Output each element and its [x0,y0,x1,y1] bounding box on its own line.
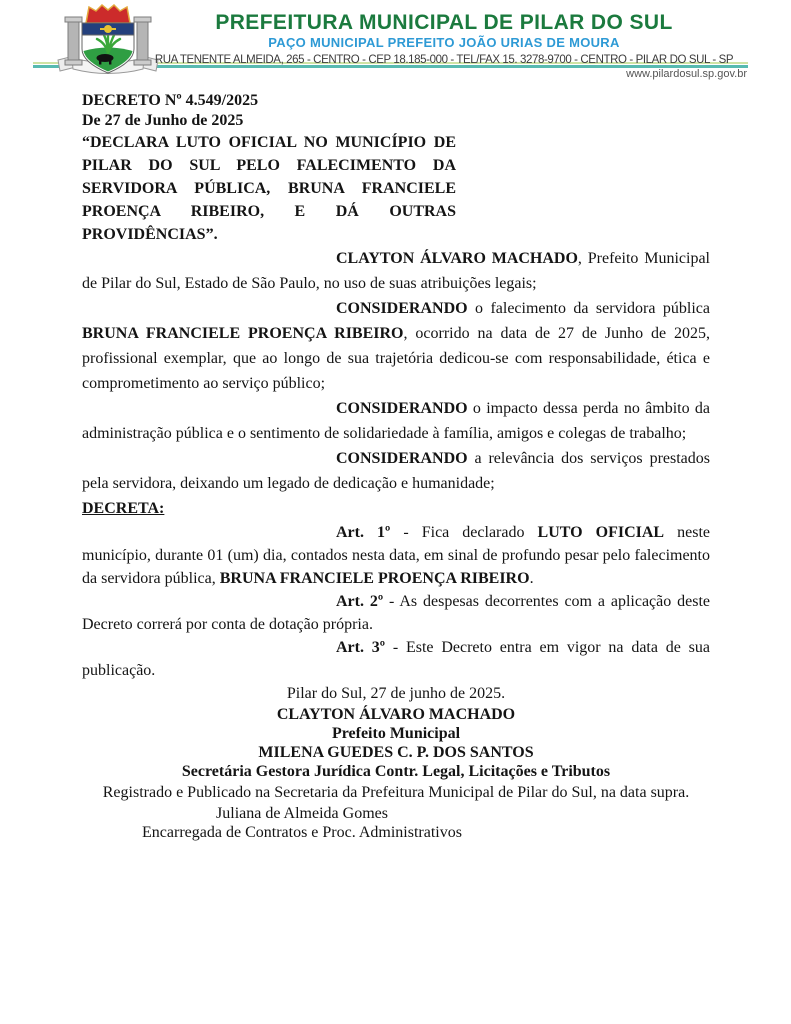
signature-mayor [82,705,710,743]
signature-mayor-role: Prefeito Municipal [331,725,461,742]
letterhead-text [140,11,748,66]
article-2: Art. 2º - As despesas decorrentes com a aplicação deste Decreto correrá por conta de dotação própria. [82,593,710,633]
decreta-label: DECRETA: [82,500,165,517]
article-1: Art. 1º - Fica declarado LUTO OFICIAL neste município, durante 01 (um) dia, contados nesta data, em sinal de profundo pesar pelo falecimento da servidora pública, BRUNA FRANCIELE PROENÇA RIBEIRO. [82,524,711,587]
signature-clerk-name: Juliana de Almeida Gomes [216,805,388,822]
signature-clerk-role: Encarregada de Contratos e Proc. Administrativos [142,824,462,841]
address-line: RUA TENENTE ALMEIDA, 265 - CENTRO - CEP 18.185-000 - TEL/FAX 15. 3278-9700 - CENTRO - PILAR DO SUL - SP [154,54,734,66]
registration-line: Registrado e Publicado na Secretaria da Prefeitura Municipal de Pilar do Sul, na data supra. [102,784,690,801]
signature-secretary [82,743,710,781]
letterhead [0,0,791,84]
municipality-title: PREFEITURA MUNICIPAL DE PILAR DO SUL [215,11,673,34]
signature-secretary-name: MILENA GUEDES C. P. DOS SANTOS [258,744,534,761]
considerando-paragraph-1: CONSIDERANDO o falecimento da servidora pública BRUNA FRANCIELE PROENÇA RIBEIRO, ocorrido na data de 27 de Junho de 2025, profissional exemplar, que ao longo de sua trajetória dedicou-se com responsabilidade, ética e comprometimento ao serviço público; [82,300,710,392]
considerando-paragraph-3: CONSIDERANDO a relevância dos serviços prestados pela servidora, deixando um legado de dedicação e humanidade; [82,450,710,492]
place-date-line: Pilar do Sul, 27 de junho de 2025. [286,685,506,702]
decree-summary: “DECLARA LUTO OFICIAL NO MUNICÍPIO DE PILAR DO SUL PELO FALECIMENTO DA SERVIDORA PÚBLICA, BRUNA FRANCIELE PROENÇA RIBEIRO, E DÁ OUTRAS PROVIDÊNCIAS”. [82,134,456,243]
considerando-paragraph-2: CONSIDERANDO o impacto dessa perda no âmbito da administração pública e o sentimento de solidariedade à família, amigos e colegas de trabalho; [82,400,710,442]
decree-date-line: De 27 de Junho de 2025 [82,112,244,129]
signature-secretary-role: Secretária Gestora Jurídica Contr. Legal, Licitações e Tributos [181,763,611,780]
decree-number-line: DECRETO Nº 4.549/2025 [82,92,259,109]
signature-clerk [82,804,522,842]
signature-mayor-name: CLAYTON ÁLVARO MACHADO [276,706,516,723]
preamble-paragraph: CLAYTON ÁLVARO MACHADO, Prefeito Municipal de Pilar do Sul, Estado de São Paulo, no uso de suas atribuições legais; [82,250,710,292]
municipal-palace-subtitle: PAÇO MUNICIPAL PREFEITO JOÃO URIAS DE MOURA [268,35,620,50]
article-3: Art. 3º - Este Decreto entra em vigor na data de sua publicação. [82,639,711,679]
decree-body [0,84,791,842]
website-url: www.pilardosul.sp.gov.br [626,68,747,80]
decree-heading [82,91,710,131]
